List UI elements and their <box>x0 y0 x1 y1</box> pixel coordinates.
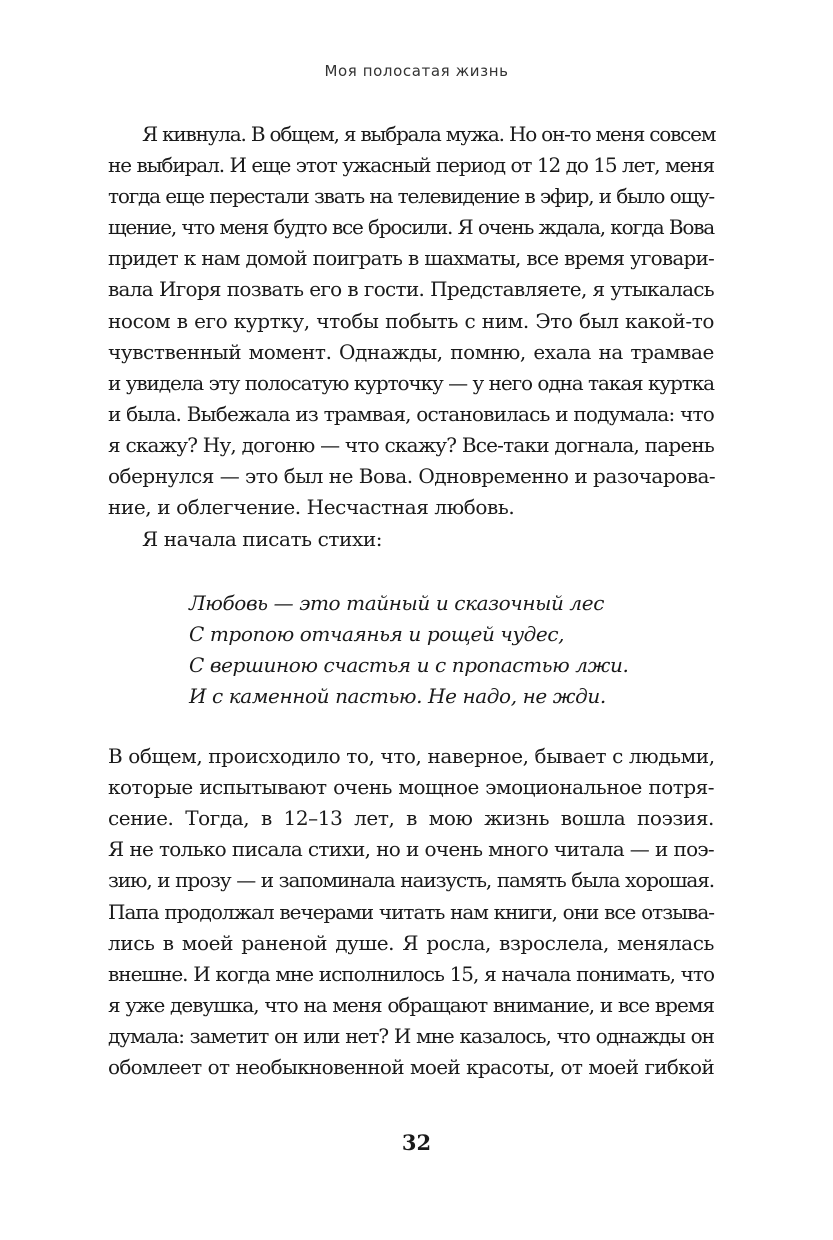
text-line: ние, и облегчение. Несчастная любовь. <box>108 495 515 519</box>
text-line: носом в его куртку, чтобы побыть с ним. Это был какой-то <box>108 309 714 333</box>
text-line: Папа продолжал вечерами читать нам книги, они все отзыва- <box>108 900 714 924</box>
paragraph-2: Я начала писать стихи: <box>142 527 383 551</box>
poem-line: Любовь — это тайный и сказочный лес <box>189 591 604 615</box>
text-line: тогда еще перестали звать на телевидение в эфир, и было ощу- <box>108 184 714 208</box>
text-line: сение. Тогда, в 12–13 лет, в мою жизнь вошла поэзия. <box>108 806 714 830</box>
text-line: я скажу? Ну, догоню — что скажу? Все-таки догнала, парень <box>108 433 714 457</box>
poem-line: С тропою отчаянья и рощей чудес, <box>189 622 565 646</box>
text-line: обомлеет от необыкновенной моей красоты, от моей гибкой <box>108 1055 714 1079</box>
text-line: В общем, происходило то, что, наверное, бывает с людьми, <box>108 744 715 768</box>
text-line: Я не только писала стихи, но и очень много читала — и поэ- <box>108 837 714 861</box>
page-number: 32 <box>401 1130 432 1155</box>
poem-line: С вершиною счастья и с пропастью лжи. <box>189 653 629 677</box>
text-line: думала: заметит он или нет? И мне казалось, что однажды он <box>108 1024 714 1048</box>
text-line: чувственный момент. Однажды, помню, ехала на трамвае <box>108 340 714 364</box>
text-line: и увидела эту полосатую курточку — у него одна такая куртка <box>108 371 714 395</box>
text-line: Я кивнула. В общем, я выбрала мужа. Но он-то меня совсем <box>142 122 716 146</box>
text-line: и была. Выбежала из трамвая, остановилась и подумала: что <box>108 402 714 426</box>
text-line: я уже девушка, что на меня обращают внимание, и все время <box>108 993 714 1017</box>
text-line: которые испытывают очень мощное эмоциональное потря- <box>108 775 714 799</box>
text-line: внешне. И когда мне исполнилось 15, я начала понимать, что <box>108 962 714 986</box>
text-line: зию, и прозу — и запоминала наизусть, память была хорошая. <box>108 868 714 892</box>
text-line: придет к нам домой поиграть в шахматы, все время уговари- <box>108 246 714 270</box>
text-line: не выбирал. И еще этот ужасный период от 12 до 15 лет, меня <box>108 153 714 177</box>
text-line: щение, что меня будто все бросили. Я очень ждала, когда Вова <box>108 215 714 239</box>
text-line: обернулся — это был не Вова. Одновременно и разочарова- <box>108 464 716 488</box>
text-line: лись в моей раненой душе. Я росла, взрослела, менялась <box>108 931 714 955</box>
poem-line: И с каменной пастью. Не надо, не жди. <box>189 684 606 708</box>
running-header: Моя полосатая жизнь <box>324 62 509 80</box>
text-line: вала Игоря позвать его в гости. Представляете, я утыкалась <box>108 277 714 301</box>
